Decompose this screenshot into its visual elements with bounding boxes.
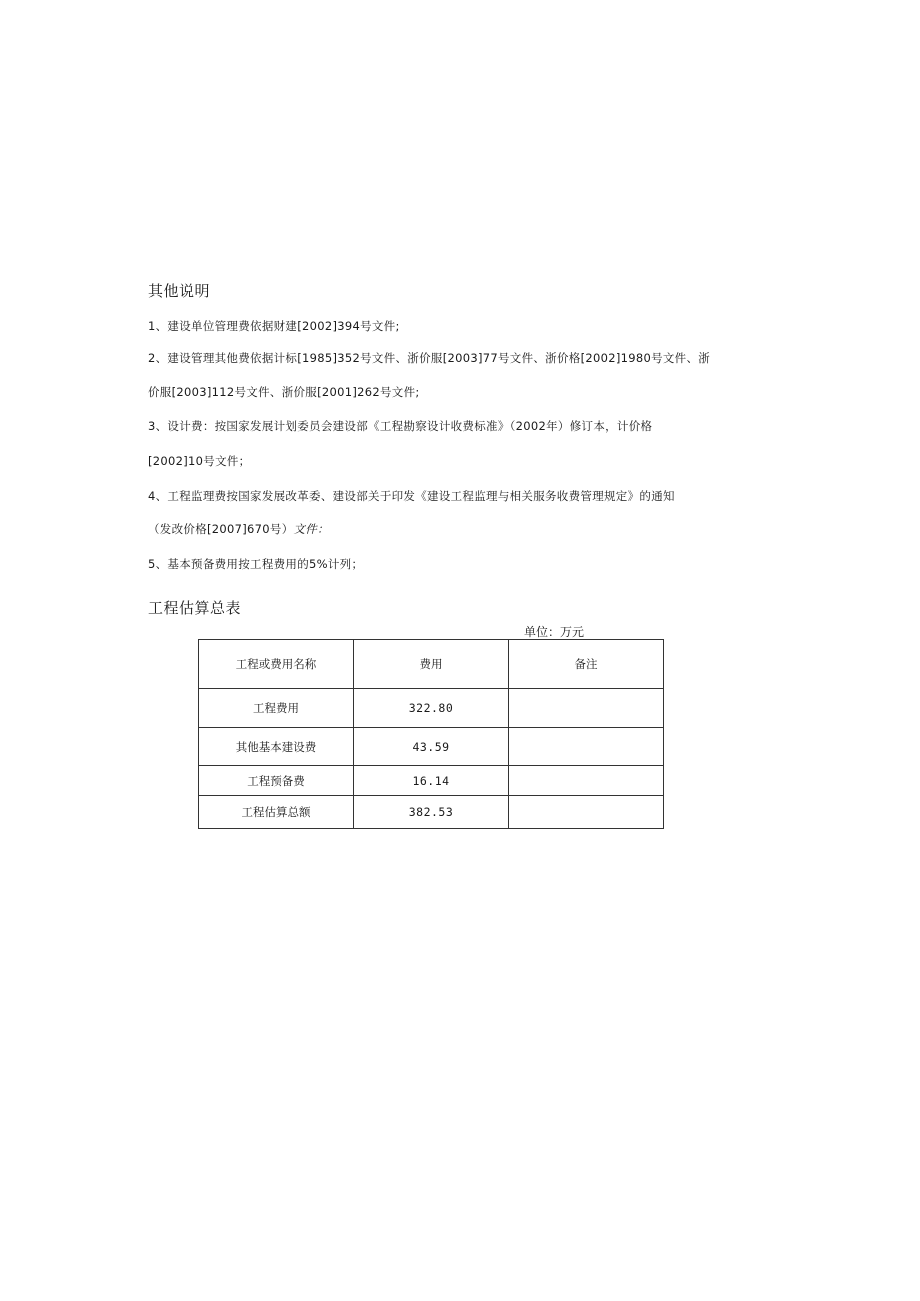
estimate-summary-table <box>198 639 664 829</box>
unit-label: 单位：万元 <box>524 625 585 639</box>
header-cost: 费用 <box>354 640 509 689</box>
note-line-7 <box>148 521 329 537</box>
note-line-7-text: （发改价格[2007]670号） <box>148 522 294 536</box>
note-line-7-suffix: 文件： <box>293 522 329 536</box>
row-name: 工程预备费 <box>199 766 354 796</box>
note-line-5: [2002]10号文件； <box>148 454 251 468</box>
note-line-2: 2、建设管理其他费依据计标[1985]352号文件、浙价服[2003]77号文件、浙价格[2002]1980号文件、浙 <box>148 351 711 365</box>
row-cost: 16.14 <box>354 766 509 796</box>
header-note: 备注 <box>509 640 664 689</box>
estimate-table-title: 工程估算总表 <box>148 599 242 617</box>
row-cost: 322.80 <box>354 689 509 728</box>
note-line-8: 5、基本预备费用按工程费用的5%计列； <box>148 557 364 571</box>
row-name: 工程费用 <box>199 689 354 728</box>
row-cost: 382.53 <box>354 796 509 829</box>
header-name: 工程或费用名称 <box>199 640 354 689</box>
table-row <box>199 796 664 829</box>
row-note <box>509 796 664 829</box>
row-name: 其他基本建设费 <box>199 728 354 766</box>
note-line-3: 价服[2003]112号文件、浙价服[2001]262号文件; <box>148 385 420 399</box>
note-line-6: 4、工程监理费按国家发展改革委、建设部关于印发《建设工程监理与相关服务收费管理规定》的通知 <box>148 489 675 503</box>
table-row <box>199 728 664 766</box>
other-notes-title: 其他说明 <box>148 282 211 300</box>
row-name: 工程估算总额 <box>199 796 354 829</box>
table-row <box>199 766 664 796</box>
note-line-1: 1、建设单位管理费依据财建[2002]394号文件; <box>148 319 400 333</box>
table-header-row <box>199 640 664 689</box>
table-row <box>199 689 664 728</box>
row-note <box>509 766 664 796</box>
row-cost: 43.59 <box>354 728 509 766</box>
row-note <box>509 689 664 728</box>
note-line-4: 3、设计费：按国家发展计划委员会建设部《工程勘察设计收费标准》（2002年）修订本，计价格 <box>148 419 653 433</box>
row-note <box>509 728 664 766</box>
